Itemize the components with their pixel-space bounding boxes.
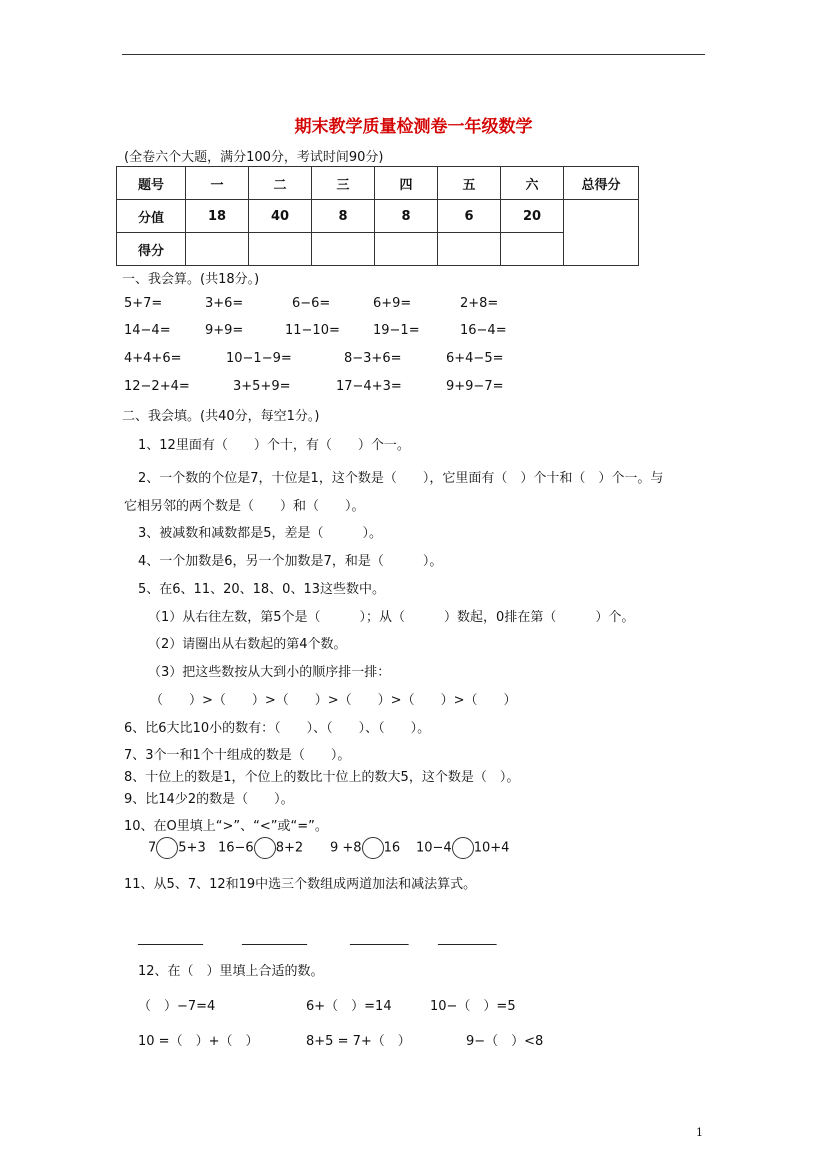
header-cell: 四: [375, 167, 438, 200]
score-table: [116, 166, 639, 266]
calc-item: 12−2+4=: [124, 379, 190, 394]
score-table-points-row: [117, 200, 639, 233]
score-cell[interactable]: [501, 233, 564, 266]
calc-item: 5+7=: [124, 296, 163, 311]
header-rule: [122, 54, 705, 55]
calc-item: 8−3+6=: [344, 351, 402, 366]
compare-item: [218, 837, 303, 859]
calc-item: 14−4=: [124, 323, 171, 338]
points-label: 分值: [117, 200, 186, 233]
question-3: 3、被减数和减数都是5，差是（ ）。: [138, 526, 383, 541]
header-cell: 二: [249, 167, 312, 200]
compare-right: 10+4: [473, 840, 510, 856]
question-5-1: （1）从右往左数，第5个是（ ）；从（ ）数起，0排在第（ ）个。: [148, 610, 635, 625]
compare-item: [148, 837, 206, 859]
score-table-score-row: [117, 233, 639, 266]
compare-item: [330, 837, 400, 859]
calc-item: 19−1=: [373, 323, 420, 338]
section1-heading: 一、我会算。(共18分。): [122, 272, 260, 287]
compare-right: 5+3: [178, 840, 206, 856]
calc-item: 6−6=: [292, 296, 331, 311]
header-cell: 五: [438, 167, 501, 200]
score-label: 得分: [117, 233, 186, 266]
score-cell[interactable]: [312, 233, 375, 266]
score-cell[interactable]: [375, 233, 438, 266]
answer-blank[interactable]: __________: [242, 931, 307, 946]
calc-item: 10−1−9=: [226, 351, 292, 366]
question-5: 5、在6、11、20、18、0、13这些数中。: [138, 582, 385, 597]
points-cell: 8: [375, 200, 438, 233]
compare-left: 9 +8: [330, 840, 362, 856]
fill-item: 9−（ ）<8: [466, 1034, 544, 1049]
points-cell: 6: [438, 200, 501, 233]
page-number: 1: [696, 1126, 703, 1139]
calc-item: 17−4+3=: [336, 379, 402, 394]
question-11: 11、从5、7、12和19中选三个数组成两道加法和减法算式。: [124, 877, 477, 892]
question-12: 12、在（ ）里填上合适的数。: [138, 964, 324, 979]
score-table-header-row: [117, 167, 639, 200]
calc-item: 3+6=: [205, 296, 244, 311]
compare-circle[interactable]: [452, 837, 474, 859]
compare-item: [416, 837, 509, 859]
exam-instructions: (全卷六个大题，满分100分，考试时间90分): [124, 150, 384, 165]
points-cell: 8: [312, 200, 375, 233]
question-6: 6、比6大比10小的数有：（ ）、（ ）、（ ）。: [124, 721, 431, 736]
calc-item: 4+4+6=: [124, 351, 182, 366]
fill-item: 10−（ ）=5: [430, 999, 516, 1014]
question-9: 9、比14少2的数是（ ）。: [124, 792, 294, 807]
score-cell[interactable]: [186, 233, 249, 266]
compare-right: 16: [383, 840, 401, 856]
fill-item: （ ）−7=4: [138, 999, 216, 1014]
answer-blank[interactable]: __________: [138, 931, 203, 946]
fill-item: 10 =（ ）+（ ）: [138, 1034, 259, 1049]
question-10: 10、在O里填上“>”、“<”或“=”。: [124, 819, 328, 834]
compare-circle[interactable]: [254, 837, 276, 859]
compare-circle[interactable]: [362, 837, 384, 859]
fill-item: 6+（ ）=14: [306, 999, 392, 1014]
question-2-cont: 它相另邻的两个数是（ ）和（ ）。: [124, 499, 365, 514]
question-5-3: （3）把这些数按从大到小的顺序排一排：: [148, 665, 391, 680]
calc-item: 6+9=: [373, 296, 412, 311]
compare-left: 10−4: [416, 840, 452, 856]
points-cell: 18: [186, 200, 249, 233]
calc-item: 6+4−5=: [446, 351, 504, 366]
question-7: 7、3个一和1个十组成的数是（ ）。: [124, 748, 351, 763]
question-2: 2、一个数的个位是7，十位是1，这个数是（ ），它里面有（ ）个十和（ ）个一。与: [138, 471, 664, 486]
score-cell[interactable]: [249, 233, 312, 266]
fill-item: 8+5 = 7+（ ）: [306, 1034, 411, 1049]
question-4: 4、一个加数是6，另一个加数是7，和是（ ）。: [138, 554, 443, 569]
page-title: 期末教学质量检测卷一年级数学: [294, 117, 533, 137]
header-cell: 三: [312, 167, 375, 200]
question-5-2: （2）请圈出从右数起的第4个数。: [148, 637, 347, 652]
question-1: 1、12里面有（ ）个十，有（ ）个一。: [138, 438, 410, 453]
header-cell: 六: [501, 167, 564, 200]
calc-item: 11−10=: [285, 323, 340, 338]
points-cell: 40: [249, 200, 312, 233]
answer-blank[interactable]: _________: [438, 931, 497, 946]
points-cell: 20: [501, 200, 564, 233]
compare-left: 16−6: [218, 840, 254, 856]
total-score-cell[interactable]: [564, 200, 639, 266]
answer-blank[interactable]: _________: [350, 931, 409, 946]
question-8: 8、十位上的数是1，个位上的数比十位上的数大5，这个数是（ ）。: [124, 770, 520, 785]
calc-item: 9+9=: [205, 323, 244, 338]
header-cell: 题号: [117, 167, 186, 200]
compare-left: 7: [148, 840, 157, 856]
score-cell[interactable]: [438, 233, 501, 266]
calc-item: 16−4=: [460, 323, 507, 338]
calc-item: 3+5+9=: [233, 379, 291, 394]
header-cell: 一: [186, 167, 249, 200]
compare-right: 8+2: [275, 840, 304, 856]
compare-circle[interactable]: [156, 837, 178, 859]
header-cell: 总得分: [564, 167, 639, 200]
calc-item: 9+9−7=: [446, 379, 504, 394]
section2-heading: 二、我会填。(共40分，每空1分。): [122, 409, 320, 424]
ordering-blanks: （ ）>（ ）>（ ）>（ ）>（ ）>（ ）: [150, 693, 517, 708]
calc-item: 2+8=: [460, 296, 499, 311]
